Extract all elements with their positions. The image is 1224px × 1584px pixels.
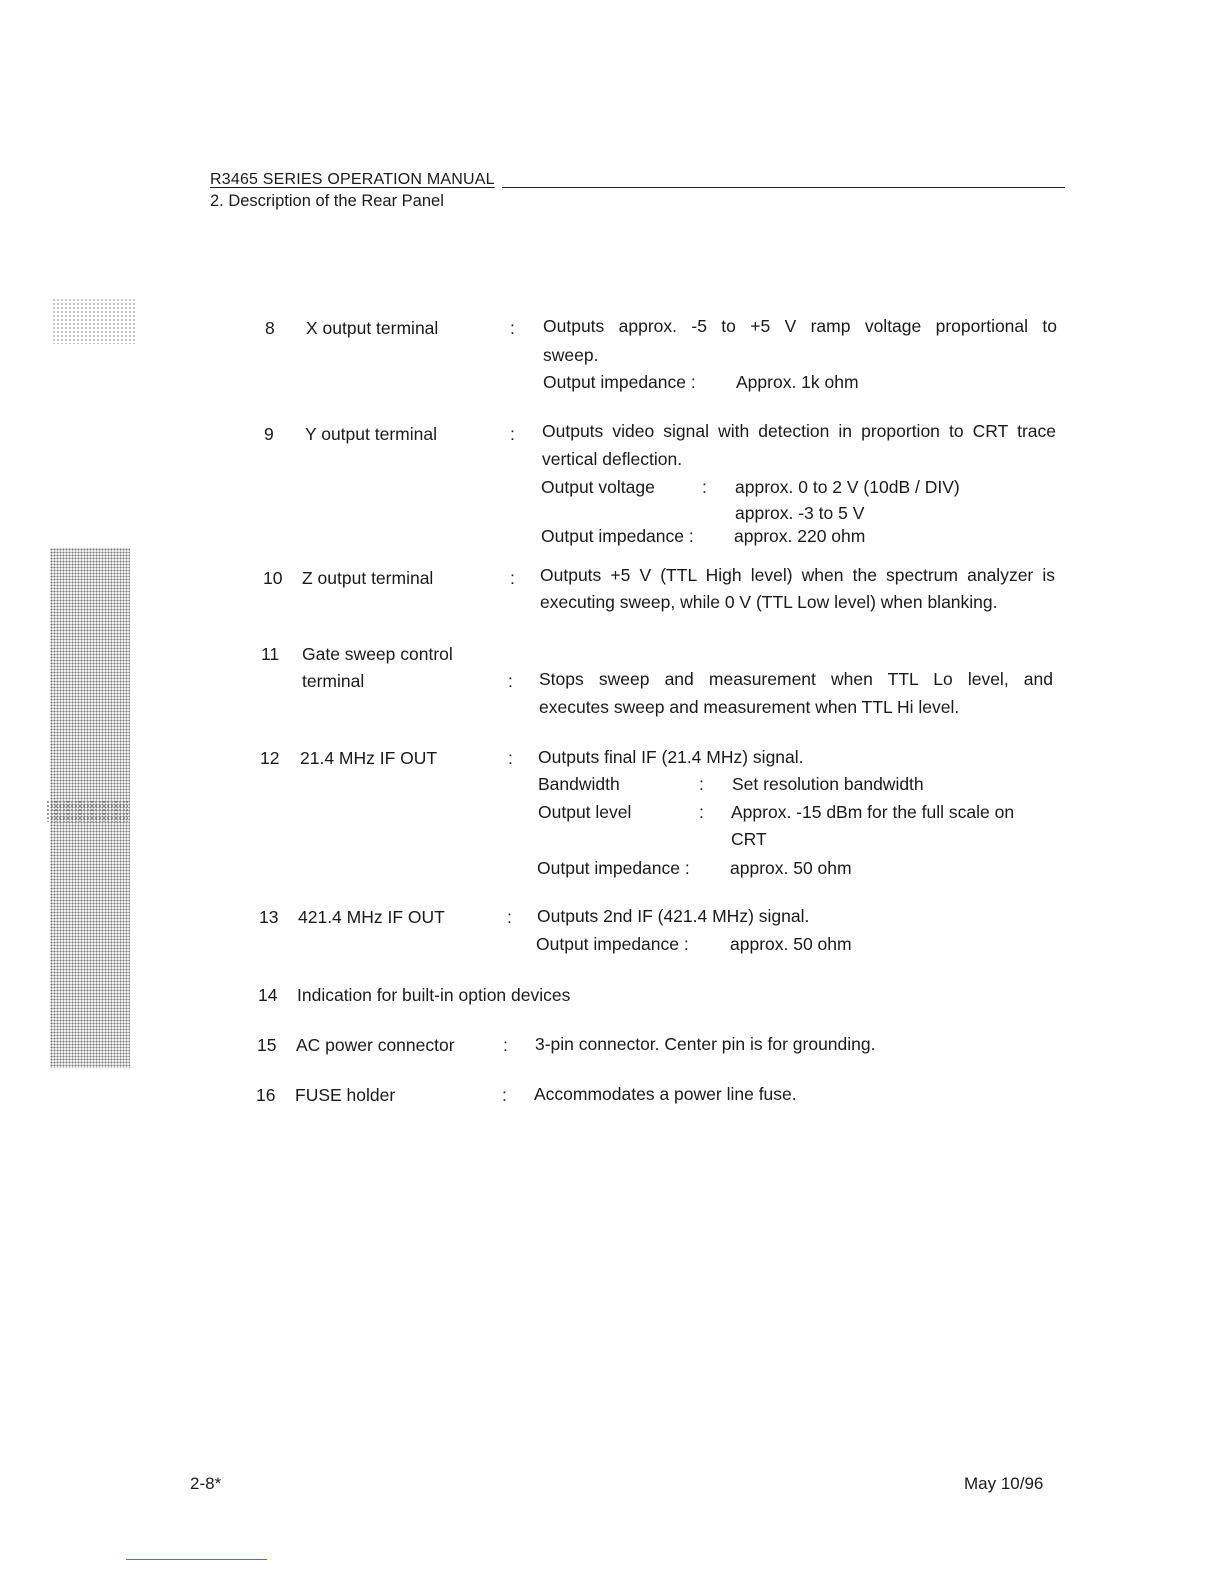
scan-noise	[46, 800, 128, 822]
item-colon: :	[508, 748, 513, 768]
scan-noise	[52, 298, 136, 344]
impedance-label: Output impedance :	[537, 858, 690, 878]
item-number: 16	[256, 1085, 276, 1105]
item-description-cont: vertical deflection.	[542, 449, 683, 469]
level-value-cont: CRT	[731, 829, 767, 849]
bottom-rule	[126, 1559, 267, 1560]
item-description-cont: executes sweep and measurement when TTL Hi level.	[539, 697, 960, 717]
item-term: Z output terminal	[302, 568, 434, 588]
item-term: Indication for built-in option devices	[297, 985, 571, 1005]
item-term: Gate sweep control	[302, 644, 453, 664]
voltage-colon: :	[702, 477, 707, 497]
revision-date: May 10/96	[964, 1474, 1044, 1493]
level-value: Approx. -15 dBm for the full scale on	[731, 802, 1015, 822]
bandwidth-colon: :	[699, 774, 704, 794]
item-colon: :	[510, 568, 515, 588]
item-description: Outputs +5 V (TTL High level) when the spectrum analyzer is	[540, 565, 1055, 585]
item-colon: :	[510, 318, 515, 338]
item-description: Accommodates a power line fuse.	[534, 1084, 797, 1104]
item-number: 13	[259, 907, 279, 927]
manual-title: R3465 SERIES OPERATION MANUAL	[210, 171, 495, 188]
item-colon: :	[510, 424, 515, 444]
impedance-label: Output impedance :	[543, 372, 696, 392]
item-term: Y output terminal	[305, 424, 437, 444]
item-colon: :	[508, 671, 513, 691]
voltage-label: Output voltage	[541, 477, 655, 497]
item-description: Outputs video signal with detection in proportion to CRT trace	[542, 421, 1056, 441]
item-colon: :	[502, 1085, 507, 1105]
item-colon: :	[503, 1035, 508, 1055]
item-term: 21.4 MHz IF OUT	[300, 748, 438, 768]
impedance-value: approx. 50 ohm	[730, 934, 852, 954]
bandwidth-label: Bandwidth	[538, 774, 620, 794]
item-description-cont: executing sweep, while 0 V (TTL Low level) when blanking.	[540, 592, 998, 612]
item-number: 9	[264, 424, 274, 444]
item-number: 15	[257, 1035, 277, 1055]
impedance-value: approx. 50 ohm	[730, 858, 852, 878]
section-title: 2. Description of the Rear Panel	[210, 192, 444, 210]
item-term: 421.4 MHz IF OUT	[298, 907, 445, 927]
impedance-value: Approx. 1k ohm	[736, 372, 859, 392]
item-number: 12	[260, 748, 280, 768]
impedance-label: Output impedance :	[536, 934, 689, 954]
item-description: Stops sweep and measurement when TTL Lo level, and	[539, 669, 1053, 689]
item-description: Outputs 2nd IF (421.4 MHz) signal.	[537, 906, 810, 926]
header-rule	[502, 187, 1065, 188]
item-number: 10	[263, 568, 283, 588]
item-description: Outputs approx. -5 to +5 V ramp voltage proportional to	[543, 316, 1057, 336]
page-number: 2-8*	[190, 1474, 222, 1493]
item-description: 3-pin connector. Center pin is for grounding.	[535, 1034, 876, 1054]
level-colon: :	[699, 802, 704, 822]
item-description: Outputs final IF (21.4 MHz) signal.	[538, 747, 804, 767]
voltage-value-alt: approx. -3 to 5 V	[735, 503, 865, 523]
item-term-cont: terminal	[302, 671, 365, 691]
item-term: AC power connector	[296, 1035, 455, 1055]
item-number: 11	[261, 644, 280, 664]
level-label: Output level	[538, 802, 632, 822]
voltage-value: approx. 0 to 2 V (10dB / DIV)	[735, 477, 960, 497]
item-number: 8	[265, 318, 275, 338]
item-description-cont: sweep.	[543, 345, 599, 365]
item-term: X output terminal	[306, 318, 439, 338]
bandwidth-value: Set resolution bandwidth	[732, 774, 924, 794]
impedance-label: Output impedance :	[541, 526, 694, 546]
impedance-value: approx. 220 ohm	[734, 526, 866, 546]
item-colon: :	[507, 907, 512, 927]
item-number: 14	[258, 985, 278, 1005]
item-term: FUSE holder	[295, 1085, 396, 1105]
